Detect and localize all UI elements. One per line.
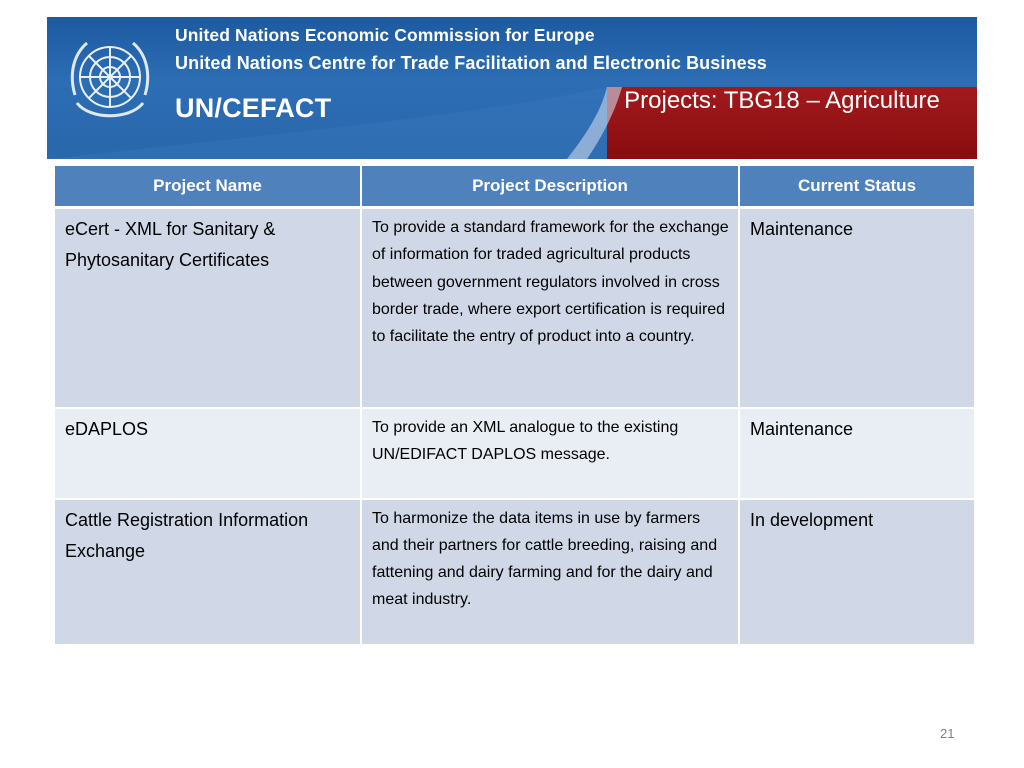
project-description-cell: To harmonize the data items in use by farmers and their partners for cattle breeding, raising and fattening and dairy farming and for the dairy and meat industry. (361, 499, 739, 645)
column-header-project-description: Project Description (361, 166, 739, 208)
project-status-cell: In development (739, 499, 975, 645)
project-description-cell: To provide a standard framework for the exchange of information for traded agricultural products between government regulators involved in cross border trade, where export certification is required to facilitate the entry of product into a country. (361, 208, 739, 408)
projects-table (53, 166, 976, 646)
un-emblem-icon (55, 25, 165, 135)
brand-name: UN/CEFACT (175, 93, 332, 123)
column-header-project-name: Project Name (54, 166, 361, 208)
project-status-cell: Maintenance (739, 208, 975, 408)
org-name-line2: United Nations Centre for Trade Facilitation and Electronic Business (175, 53, 767, 73)
org-name-line1: United Nations Economic Commission for Europe (175, 25, 595, 45)
table-row (54, 208, 975, 408)
project-status-cell: Maintenance (739, 408, 975, 499)
header-banner (47, 17, 977, 159)
project-name-cell: eCert - XML for Sanitary & Phytosanitary Certificates (54, 208, 361, 408)
project-name-cell: eDAPLOS (54, 408, 361, 499)
table-row (54, 499, 975, 645)
slide-title: Projects: TBG18 – Agriculture (624, 87, 940, 114)
table-row (54, 408, 975, 499)
column-header-current-status: Current Status (739, 166, 975, 208)
project-description-cell: To provide an XML analogue to the existing UN/EDIFACT DAPLOS message. (361, 408, 739, 499)
project-name-cell: Cattle Registration Information Exchange (54, 499, 361, 645)
table-header-row (54, 166, 975, 208)
page-number: 21 (940, 726, 955, 741)
